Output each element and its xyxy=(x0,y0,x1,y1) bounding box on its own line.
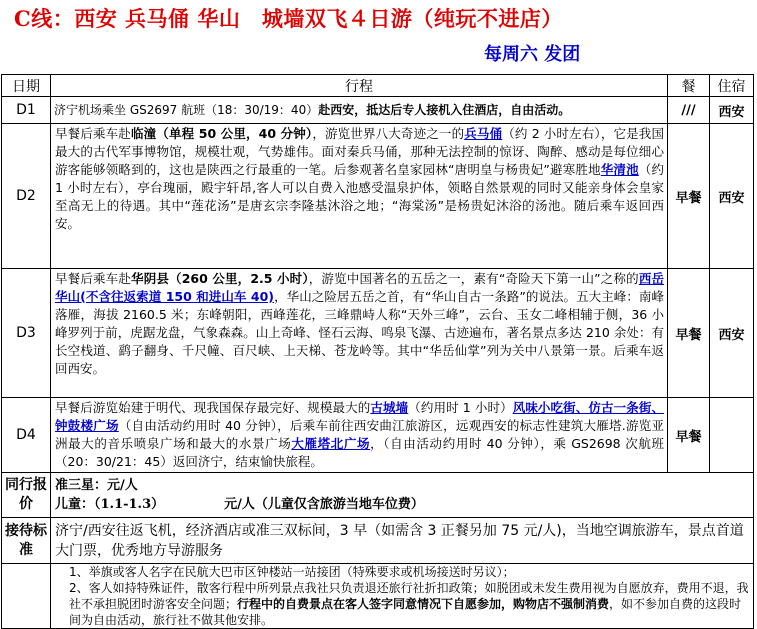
d3-text: ，游览中国著名的五岳之一，素有“奇险天下第一山”之称的 xyxy=(308,271,639,286)
standard-label: 接待标准 xyxy=(2,518,51,564)
d2-attraction-link[interactable]: 华清池 xyxy=(600,162,639,177)
departure-schedule: 每周六 发团 xyxy=(484,44,581,65)
d2-attraction-link[interactable]: 兵马俑 xyxy=(464,126,503,141)
d2-text: （约 1 小时左右），亭台瑰丽，殿宇轩昂,客人可以自费入池感受温泉护体，领略自然景观的同时又能亲身体会皇家至高无上的待遇。其中“莲花汤”是唐玄宗李隆基沐浴之地；“海棠汤”是杨贵妃沐浴的汤池。随后乘车返回西安。 xyxy=(55,162,664,231)
notes-row xyxy=(2,564,754,629)
d3-route: 华阴县（260 公里，2.5 小时） xyxy=(131,271,309,286)
stay-cell: 西安 xyxy=(710,269,754,398)
child-note: 元/人（儿童仅含旅游当地车位费） xyxy=(224,497,424,512)
note-text: ，如不参加自费的这段时间为自由活动，旅行社不做其他安排。 xyxy=(69,597,742,627)
standard-text: 济宁/西安往返飞机，经济酒店或准三双标间，3 早（如需含 3 正餐另加 75 元/人)，当地空调旅游车，景点首道大门票，优秀地方导游服务 xyxy=(51,518,754,564)
day-label: D3 xyxy=(2,269,51,398)
note-bold-text: 行程中的自费景点在客人签字同意情况下自愿参加，购物店不强制消费 xyxy=(237,597,610,611)
price-adult: 准三星：元/人 xyxy=(55,478,138,493)
price-child xyxy=(55,495,749,514)
itinerary-table xyxy=(1,74,754,629)
meal-cell: 早餐 xyxy=(668,124,710,269)
d1-arrival-text: 赴西安，抵达后专人接机入住酒店，自由活动。 xyxy=(318,103,571,117)
day-description xyxy=(51,269,668,398)
d2-route: 临潼（单程 50 公里，40 分钟） xyxy=(130,126,313,141)
d4-attraction-link[interactable]: 古城墙 xyxy=(370,400,409,415)
header-meal: 餐 xyxy=(668,75,710,97)
stay-cell: 西安 xyxy=(710,97,754,124)
header-date: 日期 xyxy=(2,75,51,97)
d4-attraction-link[interactable]: 大雁塔北广场 xyxy=(291,436,371,451)
notes-cell xyxy=(51,564,754,629)
price-row xyxy=(2,473,754,518)
d3-text: 早餐后乘车赴 xyxy=(55,271,132,286)
day-description xyxy=(51,97,668,124)
d3-attraction-link[interactable]: 西岳华山(不含往返索道 150 和进山车 40) xyxy=(55,271,664,304)
d4-text: （自由活动约用时 40 分钟），后乘车前往西安曲江旅游区，远观西安的标志性建筑大雁塔.游览亚洲最大的音乐喷泉广场和最大的水景广场 xyxy=(55,418,664,451)
d4-text: ，（自由活动约用时 40 分钟），乘 GS2698 次航班（20：30/21：45）返回济宁，结束愉快旅程。 xyxy=(55,436,664,469)
notes-label-cell xyxy=(2,564,51,629)
day-label: D1 xyxy=(2,97,51,124)
price-label: 同行报价 xyxy=(2,473,51,518)
d1-flight-text: 济宁机场乘坐 GS2697 航班（18：30/19：40） xyxy=(54,103,319,117)
table-row-d2 xyxy=(2,124,754,269)
d2-text: ，游览世界八大奇迹之一的 xyxy=(312,126,465,141)
meal-cell: /// xyxy=(668,97,710,124)
d4-text: 早餐后游览始建于明代、现我国保存最完好、规模最大的 xyxy=(55,400,371,415)
table-header-row xyxy=(2,75,754,97)
header-itinerary: 行程 xyxy=(51,75,668,97)
note-text: 2、客人如持特殊证件，散客行程中所列景点我社只负责退还旅行社折扣政策；如脱团或未发生费用视为自愿放弃，费用不退，我社不承担脱团时游客安全问题； xyxy=(69,581,749,611)
day-description xyxy=(51,124,668,269)
table-row-d4 xyxy=(2,398,754,473)
stay-cell xyxy=(710,398,754,473)
d4-text: （约用时 1 小时） xyxy=(408,400,513,415)
header-stay: 住宿 xyxy=(710,75,754,97)
page-title: C线：西安 兵马俑 华山 城墙双飞４日游（纯玩不进店） xyxy=(14,6,563,31)
price-cell xyxy=(51,473,754,518)
meal-cell: 早餐 xyxy=(668,269,710,398)
d2-text: 早餐后乘车赴 xyxy=(55,126,131,141)
meal-cell: 早餐 xyxy=(668,398,710,473)
standard-row xyxy=(2,518,754,564)
day-label: D2 xyxy=(2,124,51,269)
d3-text: ，华山之险居五岳之首，有“华山自古一条路”的说法。五大主峰：南峰落雁，海拔 2160.5 米；东峰朝阳，西峰莲花，三峰鼎峙人称“天外三峰”，云台、玉女二峰相辅于侧，36 小峰罗列于前，虎踞龙盘，气象森森。山上奇峰、怪石云海、鸣泉飞瀑、古迹遍布，著名景点多达 210 余处：有长空栈道、鹞子翻身、千尺幢、百尺峡、上天梯、苍龙岭等。其中“华岳仙掌”列为关中八景第一景。后乘车返回西安。 xyxy=(55,289,664,376)
day-description xyxy=(51,398,668,473)
d4-attraction-link[interactable]: 风味小吃街、仿古一条街、钟鼓楼广场 xyxy=(55,400,664,433)
d2-text: （约 2 小时左右），它是我国最大的古代军事博物馆，规模壮观，气势雄伟。面对秦兵马俑，那种无法控制的惊讶、陶醉、感动是每位细心游客能够领略到的，这也是陕西之行最重的一笔。后参观著名皇家园林“唐明皇与杨贵妃”避寒胜地 xyxy=(55,126,664,177)
table-row-d3 xyxy=(2,269,754,398)
child-ratio: 儿童：（1.1-1.3） xyxy=(55,497,165,512)
note-item: 1、举旗或客人名字在民航大巴市区钟楼站一站接团（特殊要求或机场接送时另议）； xyxy=(69,565,515,579)
stay-cell: 西安 xyxy=(710,124,754,269)
note-item xyxy=(69,580,749,628)
table-row-d1 xyxy=(2,97,754,124)
day-label: D4 xyxy=(2,398,51,473)
